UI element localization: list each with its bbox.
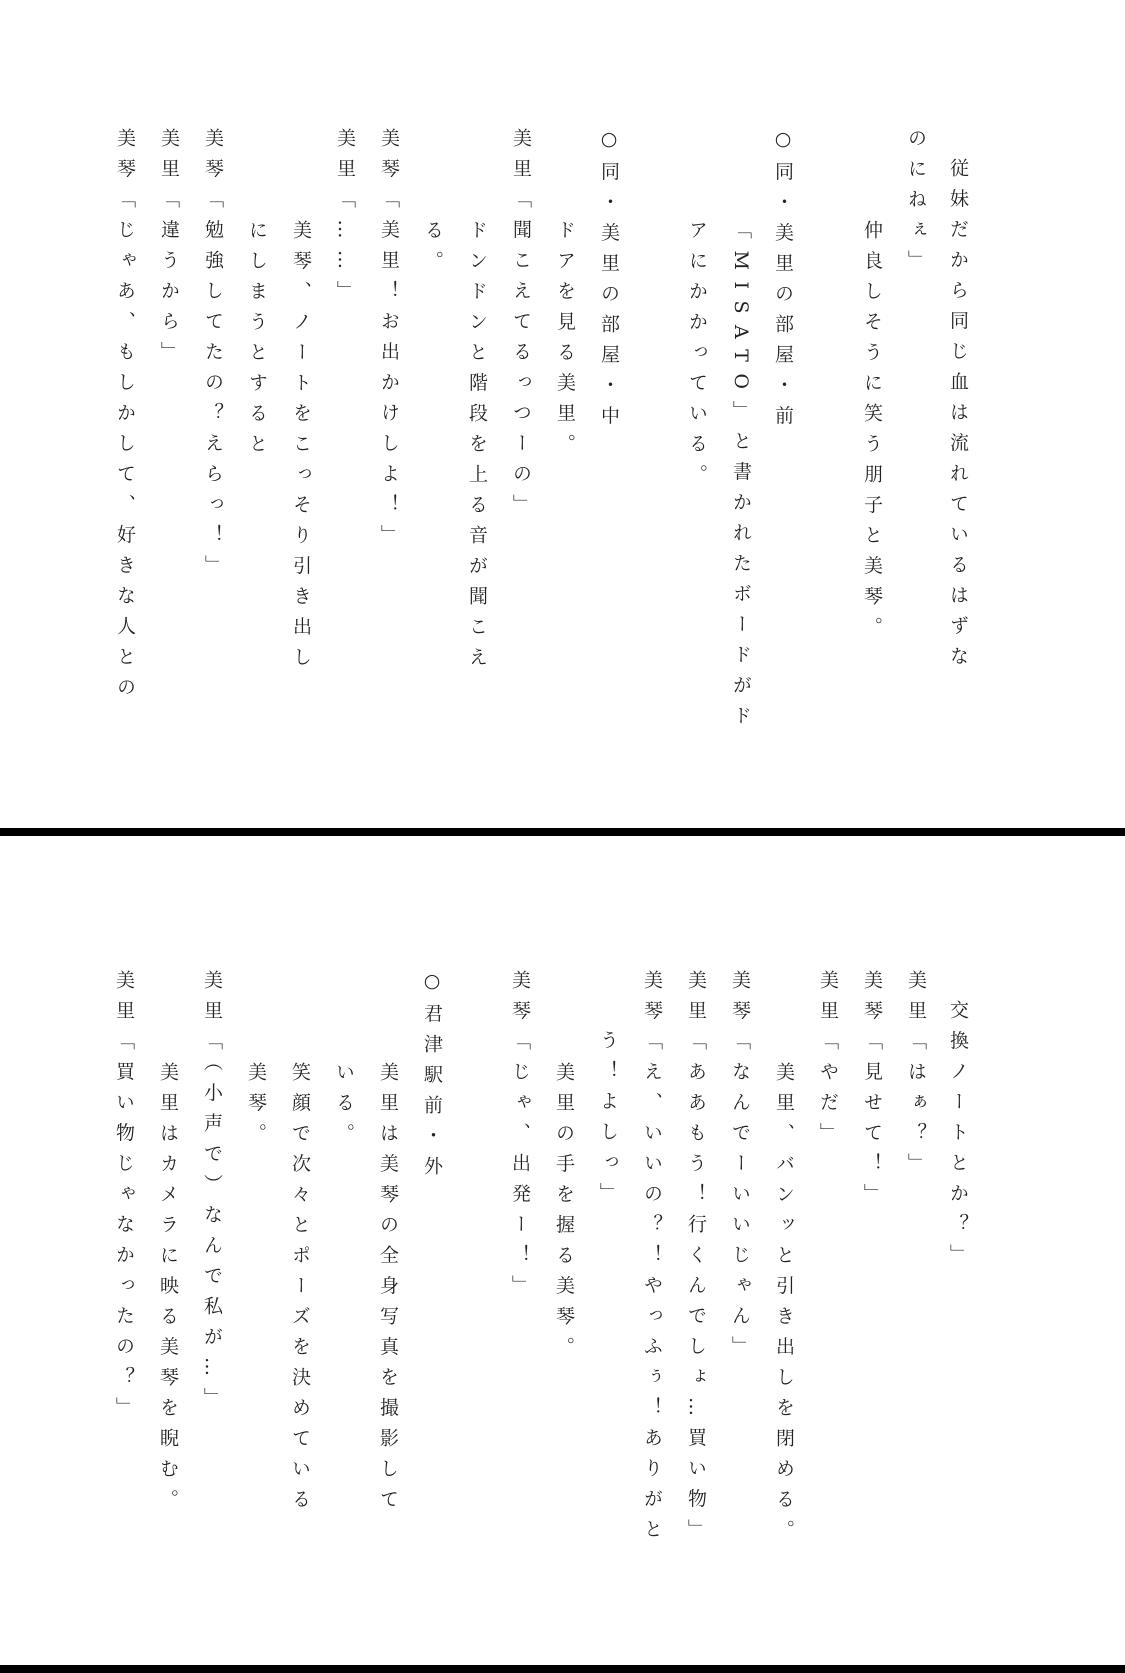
script-page-2	[0, 836, 1125, 1664]
script-line: 美里の手を握る美琴。	[553, 1062, 575, 1367]
script-line: 美里、バンッと引き出しを閉める。	[773, 1062, 795, 1550]
script-line: 美里「聞こえてるっつーの」	[510, 128, 532, 525]
script-line: 美里「はぁ？」	[905, 970, 927, 1184]
script-line: アにかかっている。	[686, 220, 708, 495]
script-line: 美里はカメラに映る美琴を睨む。	[157, 1062, 179, 1520]
script-line: 美里「ああもう！行くんでしょ…買い物」	[685, 970, 707, 1550]
script-line: る。	[422, 220, 444, 281]
script-line: にしまうとすると	[246, 220, 268, 464]
script-line: 美里「……」	[334, 128, 356, 311]
script-line: 美琴「じゃ、出発ー！」	[509, 970, 531, 1306]
page-separator	[0, 1665, 1125, 1673]
script-line: 美琴「なんでーいいじゃん」	[729, 970, 751, 1367]
script-line: ○同・美里の部屋・前	[772, 128, 794, 436]
script-line: 交換ノートとか？」	[947, 1000, 969, 1275]
script-line: 美里「買い物じゃなかったの？」	[113, 970, 135, 1428]
script-line: 美琴「じゃあ、もしかして、好きな人との	[114, 128, 136, 708]
script-line: 美琴「美里！お出かけしよ！」	[378, 128, 400, 555]
script-line: 美琴「勉強してたの？えらっ！」	[202, 128, 224, 586]
script-line: 美里「（小声で）なんで私が…」	[201, 970, 223, 1418]
page-separator	[0, 828, 1125, 836]
script-line: 笑顔で次々とポーズを決めている	[289, 1062, 311, 1520]
script-line: 美琴「見せて！」	[861, 970, 883, 1214]
script-line: 仲良しそうに笑う朋子と美琴。	[861, 220, 883, 647]
script-line: ○同・美里の部屋・中	[598, 128, 620, 436]
script-line: 美里は美琴の全身写真を撮影して	[377, 1062, 399, 1520]
script-line: 美里「やだ」	[817, 970, 839, 1153]
script-page-1	[0, 0, 1125, 828]
script-line: 従妹だから同じ血は流れているはずな	[947, 158, 969, 677]
script-line: いる。	[333, 1062, 355, 1154]
script-line: のにねぇ」	[905, 128, 927, 281]
script-line: ドンドンと階段を上る音が聞こえ	[466, 220, 488, 678]
script-line: 美琴「え、いいの？！やっふぅ！ありがと	[641, 970, 663, 1550]
script-line: 美琴。	[245, 1062, 267, 1154]
script-line: 美琴、ノートをこっそり引き出し	[290, 220, 312, 678]
script-line: う！よしっ」	[597, 1030, 619, 1213]
script-line: 「MISATO」と書かれたボードがド	[730, 220, 752, 736]
script-line: 美里「違うから」	[158, 128, 180, 372]
script-line: ○君津駅前・外	[421, 970, 443, 1187]
script-line: ドアを見る美里。	[554, 220, 576, 464]
